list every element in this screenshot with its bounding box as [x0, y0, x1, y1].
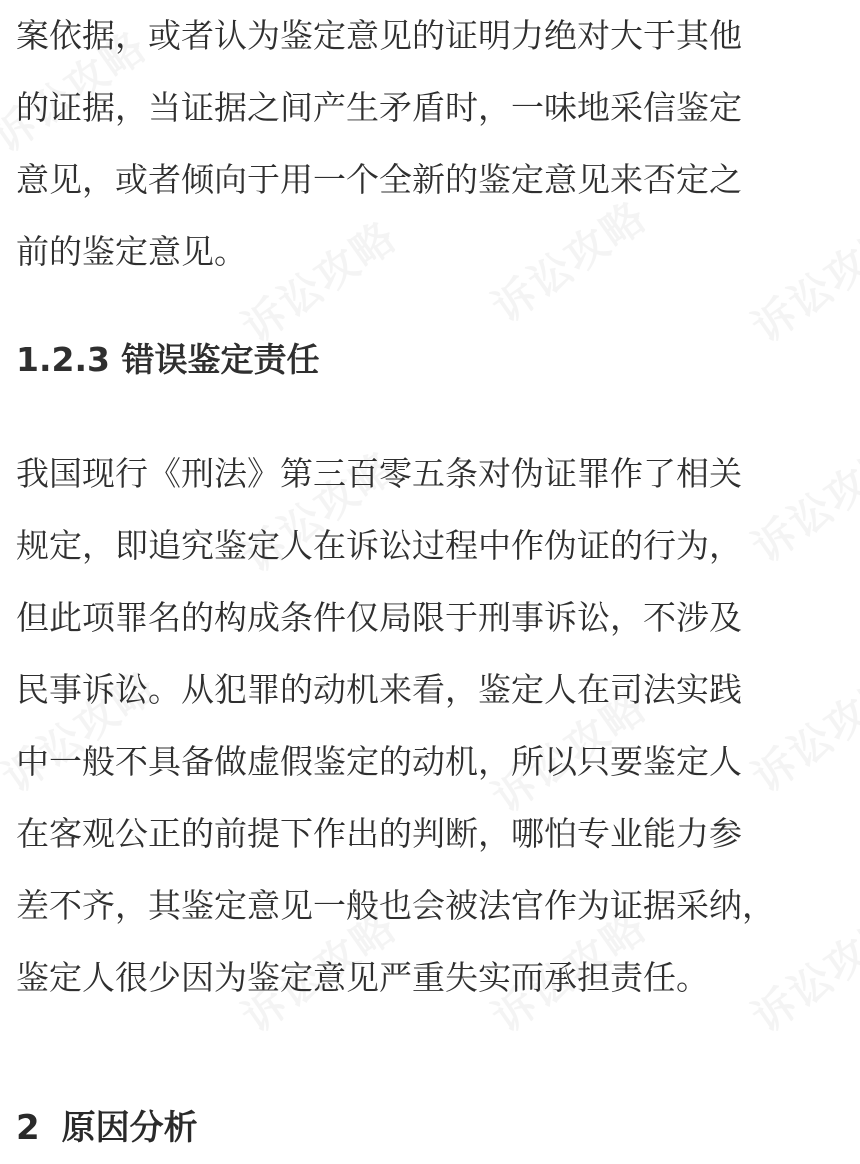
section-title: 原因分析	[61, 1108, 198, 1148]
text-line: 鉴定人很少因为鉴定意见严重失实而承担责任。	[16, 958, 709, 997]
paragraph-appraisal-reliance	[16, 0, 846, 288]
text-line: 意见，或者倾向于用一个全新的鉴定意见来否定之	[16, 160, 742, 199]
text-line: 但此项罪名的构成条件仅局限于刑事诉讼，不涉及	[16, 598, 742, 637]
text-line: 我国现行《刑法》第三百零五条对伪证罪作了相关	[16, 454, 742, 493]
text-line: 前的鉴定意见。	[16, 232, 247, 271]
paragraph-liability	[16, 438, 858, 1014]
text-line: 的证据，当证据之间产生矛盾时，一味地采信鉴定	[16, 88, 742, 127]
text-line: 在客观公正的前提下作出的判断，哪怕专业能力参	[16, 814, 742, 853]
text-line: 规定，即追究鉴定人在诉讼过程中作伪证的行为，	[16, 526, 742, 565]
subsection-heading: 1.2.3 错误鉴定责任	[16, 340, 320, 379]
text-line: 差不齐，其鉴定意见一般也会被法官作为证据采纳，	[16, 886, 775, 925]
section-number: 2	[16, 1108, 40, 1148]
section-heading	[16, 1092, 198, 1164]
text-line: 中一般不具备做虚假鉴定的动机，所以只要鉴定人	[16, 742, 742, 781]
text-line: 民事诉讼。从犯罪的动机来看，鉴定人在司法实践	[16, 670, 742, 709]
text-line: 案依据，或者认为鉴定意见的证明力绝对大于其他	[16, 16, 742, 55]
